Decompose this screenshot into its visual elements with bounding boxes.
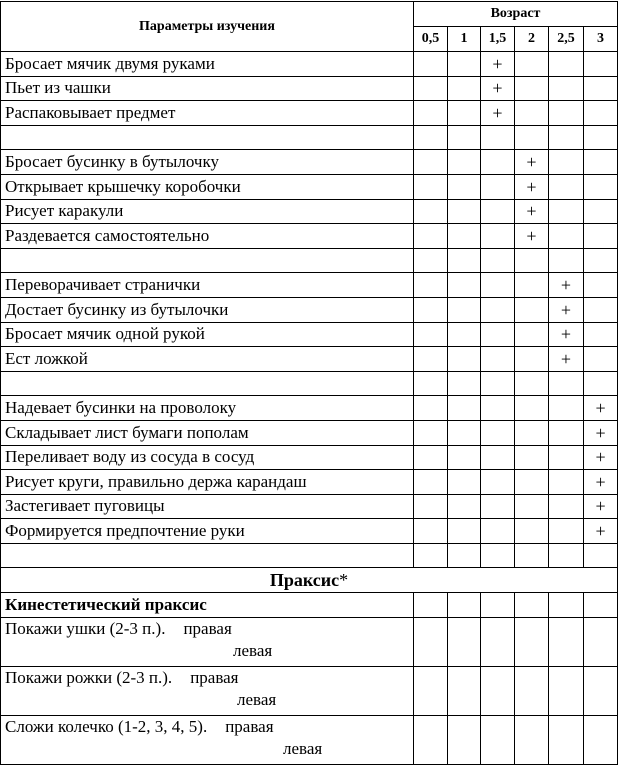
table-cell — [515, 593, 549, 618]
skill-label: Пьет из чашки — [1, 76, 414, 101]
table-cell — [481, 593, 515, 618]
table-row — [1, 322, 618, 347]
table-cell — [414, 494, 448, 519]
table-cell — [584, 617, 618, 666]
plus-mark: + — [515, 224, 549, 249]
table-cell — [481, 199, 515, 224]
table-cell — [549, 174, 584, 199]
table-cell — [515, 519, 549, 544]
table-row — [1, 420, 618, 445]
praxis-item-text: Сложи колечко (1-2, 3, 4, 5). — [5, 716, 208, 736]
plus-mark: + — [549, 297, 584, 322]
table-cell — [448, 543, 481, 568]
table-cell — [448, 273, 481, 298]
table-cell — [448, 248, 481, 273]
table-cell — [515, 494, 549, 519]
table-cell — [549, 199, 584, 224]
table-cell — [549, 470, 584, 495]
skill-label: Складывает лист бумаги пополам — [1, 420, 414, 445]
praxis-left-label: левая — [233, 640, 273, 660]
table-cell — [584, 371, 618, 396]
table-cell — [515, 248, 549, 273]
table-cell — [481, 715, 515, 764]
plus-mark: + — [481, 101, 515, 126]
table-cell — [584, 125, 618, 150]
table-cell — [584, 593, 618, 618]
table-cell — [448, 150, 481, 175]
table-cell — [515, 715, 549, 764]
table-cell — [481, 470, 515, 495]
table-row — [1, 150, 618, 175]
skill-label: Бросает мячик двумя руками — [1, 52, 414, 77]
skill-label: Бросает бусинку в бутылочку — [1, 150, 414, 175]
skill-label: Распаковывает предмет — [1, 101, 414, 126]
table-cell — [448, 76, 481, 101]
table-cell — [515, 666, 549, 715]
skill-label: Рисует каракули — [1, 199, 414, 224]
table-cell — [481, 494, 515, 519]
table-cell — [414, 199, 448, 224]
table-cell — [448, 519, 481, 544]
skill-label: Застегивает пуговицы — [1, 494, 414, 519]
skill-label: Рисует круги, правильно держа карандаш — [1, 470, 414, 495]
table-cell — [414, 150, 448, 175]
table-row — [1, 519, 618, 544]
table-cell — [414, 322, 448, 347]
praxis-right-label: правая — [183, 618, 232, 638]
table-cell — [549, 494, 584, 519]
table-cell — [515, 297, 549, 322]
table-cell — [448, 420, 481, 445]
table-row — [1, 297, 618, 322]
table-row — [1, 199, 618, 224]
praxis-row — [1, 666, 618, 715]
table-cell — [515, 347, 549, 372]
table-cell — [549, 52, 584, 77]
praxis-item-text: Покажи ушки (2-3 п.). — [5, 618, 166, 638]
table-row — [1, 347, 618, 372]
praxis-right-label: правая — [190, 667, 239, 687]
table-cell — [448, 322, 481, 347]
table-cell — [584, 297, 618, 322]
table-cell — [481, 396, 515, 421]
table-cell — [481, 174, 515, 199]
praxis-subheader: Кинестетический праксис — [1, 593, 414, 618]
table-cell — [481, 322, 515, 347]
table-cell — [515, 76, 549, 101]
table-cell — [549, 76, 584, 101]
table-cell — [414, 420, 448, 445]
praxis-row — [1, 617, 618, 666]
table-cell — [448, 470, 481, 495]
skill-label: Ест ложкой — [1, 347, 414, 372]
praxis-title: Праксис — [269, 570, 340, 591]
table-cell — [414, 224, 448, 249]
table-cell — [584, 76, 618, 101]
table-cell — [584, 273, 618, 298]
praxis-item-label — [1, 666, 414, 715]
table-cell — [549, 543, 584, 568]
skills-body — [1, 52, 618, 568]
skill-label — [1, 371, 414, 396]
plus-mark: + — [515, 174, 549, 199]
table-row — [1, 101, 618, 126]
table-cell — [515, 470, 549, 495]
plus-mark: + — [584, 470, 618, 495]
table-cell — [414, 445, 448, 470]
assessment-table — [0, 1, 618, 765]
table-cell — [448, 617, 481, 666]
praxis-left-label: левая — [283, 738, 323, 758]
skill-label: Достает бусинку из бутылочки — [1, 297, 414, 322]
praxis-body — [1, 568, 618, 764]
plus-mark: + — [584, 519, 618, 544]
table-cell — [414, 371, 448, 396]
table-cell — [584, 150, 618, 175]
table-cell — [481, 519, 515, 544]
table-cell — [448, 396, 481, 421]
table-cell — [481, 347, 515, 372]
table-cell — [549, 593, 584, 618]
plus-mark: + — [584, 445, 618, 470]
table-cell — [584, 347, 618, 372]
table-cell — [414, 174, 448, 199]
table-cell — [515, 101, 549, 126]
table-cell — [515, 420, 549, 445]
table-cell — [448, 494, 481, 519]
table-cell — [549, 224, 584, 249]
table-cell — [414, 125, 448, 150]
praxis-row — [1, 715, 618, 764]
plus-mark: + — [481, 52, 515, 77]
table-cell — [549, 396, 584, 421]
table-cell — [448, 199, 481, 224]
table-cell — [481, 273, 515, 298]
plus-mark: + — [481, 76, 515, 101]
table-cell — [414, 347, 448, 372]
table-cell — [414, 76, 448, 101]
table-cell — [481, 224, 515, 249]
plus-mark: + — [549, 322, 584, 347]
spacer-row — [1, 125, 618, 150]
table-cell — [448, 347, 481, 372]
table-row — [1, 445, 618, 470]
skill-label — [1, 248, 414, 273]
skill-label: Бросает мячик одной рукой — [1, 322, 414, 347]
table-row — [1, 174, 618, 199]
plus-mark: + — [584, 420, 618, 445]
table-cell — [549, 715, 584, 764]
table-cell — [515, 273, 549, 298]
skill-label — [1, 543, 414, 568]
table-cell — [549, 617, 584, 666]
table-cell — [481, 150, 515, 175]
age-column-2-5: 2,5 — [549, 27, 584, 52]
praxis-right-label: правая — [225, 716, 274, 736]
table-cell — [448, 593, 481, 618]
table-cell — [481, 297, 515, 322]
table-row — [1, 76, 618, 101]
table-cell — [584, 101, 618, 126]
skill-label: Переливает воду из сосуда в сосуд — [1, 445, 414, 470]
table-cell — [584, 174, 618, 199]
plus-mark: + — [549, 347, 584, 372]
table-cell — [414, 101, 448, 126]
skill-label: Открывает крышечку коробочки — [1, 174, 414, 199]
table-cell — [481, 445, 515, 470]
table-cell — [414, 617, 448, 666]
skill-label: Формируется предпочтение руки — [1, 519, 414, 544]
table-cell — [584, 248, 618, 273]
spacer-row — [1, 543, 618, 568]
table-cell — [584, 199, 618, 224]
table-cell — [448, 125, 481, 150]
table-cell — [481, 420, 515, 445]
spacer-row — [1, 371, 618, 396]
praxis-item-text: Покажи рожки (2-3 п.). — [5, 667, 173, 687]
skill-label: Надевает бусинки на проволоку — [1, 396, 414, 421]
table-cell — [549, 519, 584, 544]
table-cell — [414, 273, 448, 298]
table-cell — [584, 52, 618, 77]
table-cell — [448, 297, 481, 322]
table-cell — [481, 125, 515, 150]
table-cell — [549, 101, 584, 126]
table-cell — [549, 371, 584, 396]
table-cell — [448, 224, 481, 249]
skill-label — [1, 125, 414, 150]
praxis-item-label — [1, 617, 414, 666]
age-column-0-5: 0,5 — [414, 27, 448, 52]
table-cell — [549, 420, 584, 445]
table-cell — [549, 125, 584, 150]
table-cell — [414, 666, 448, 715]
params-header: Параметры изучения — [1, 2, 414, 52]
table-cell — [584, 543, 618, 568]
table-row — [1, 494, 618, 519]
table-cell — [584, 715, 618, 764]
table-cell — [515, 125, 549, 150]
table-cell — [414, 470, 448, 495]
table-cell — [414, 396, 448, 421]
praxis-item-label — [1, 715, 414, 764]
table-cell — [448, 371, 481, 396]
table-cell — [448, 715, 481, 764]
table-row — [1, 396, 618, 421]
table-cell — [481, 248, 515, 273]
table-cell — [481, 371, 515, 396]
age-column-3: 3 — [584, 27, 618, 52]
table-cell — [414, 593, 448, 618]
skill-label: Переворачивает странички — [1, 273, 414, 298]
table-cell — [414, 297, 448, 322]
table-row — [1, 273, 618, 298]
age-column-2: 2 — [515, 27, 549, 52]
praxis-left-label: левая — [237, 689, 277, 709]
table-row — [1, 470, 618, 495]
table-cell — [448, 101, 481, 126]
table-cell — [515, 371, 549, 396]
table-cell — [448, 52, 481, 77]
table-cell — [448, 666, 481, 715]
age-column-1-5: 1,5 — [481, 27, 515, 52]
table-cell — [549, 666, 584, 715]
plus-mark: + — [549, 273, 584, 298]
table-cell — [584, 322, 618, 347]
table-cell — [481, 543, 515, 568]
table-cell — [549, 150, 584, 175]
plus-mark: + — [515, 199, 549, 224]
table-cell — [481, 666, 515, 715]
table-cell — [515, 543, 549, 568]
table-cell — [481, 617, 515, 666]
plus-mark: + — [584, 396, 618, 421]
table-cell — [515, 322, 549, 347]
table-row — [1, 52, 618, 77]
table-cell — [515, 445, 549, 470]
plus-mark: + — [515, 150, 549, 175]
table-row — [1, 224, 618, 249]
age-header: Возраст — [414, 2, 618, 27]
table-cell — [515, 52, 549, 77]
table-cell — [448, 174, 481, 199]
plus-mark: + — [584, 494, 618, 519]
table-cell — [584, 224, 618, 249]
table-cell — [515, 396, 549, 421]
table-cell — [584, 666, 618, 715]
table-cell — [414, 248, 448, 273]
table-cell — [448, 445, 481, 470]
table-cell — [549, 248, 584, 273]
praxis-section-title — [1, 568, 618, 593]
table-cell — [515, 617, 549, 666]
skill-label: Раздевается самостоятельно — [1, 224, 414, 249]
praxis-asterisk: * — [339, 570, 349, 591]
table-cell — [414, 519, 448, 544]
table-cell — [414, 52, 448, 77]
table-cell — [414, 543, 448, 568]
table-cell — [549, 445, 584, 470]
table-cell — [414, 715, 448, 764]
spacer-row — [1, 248, 618, 273]
age-column-1: 1 — [448, 27, 481, 52]
